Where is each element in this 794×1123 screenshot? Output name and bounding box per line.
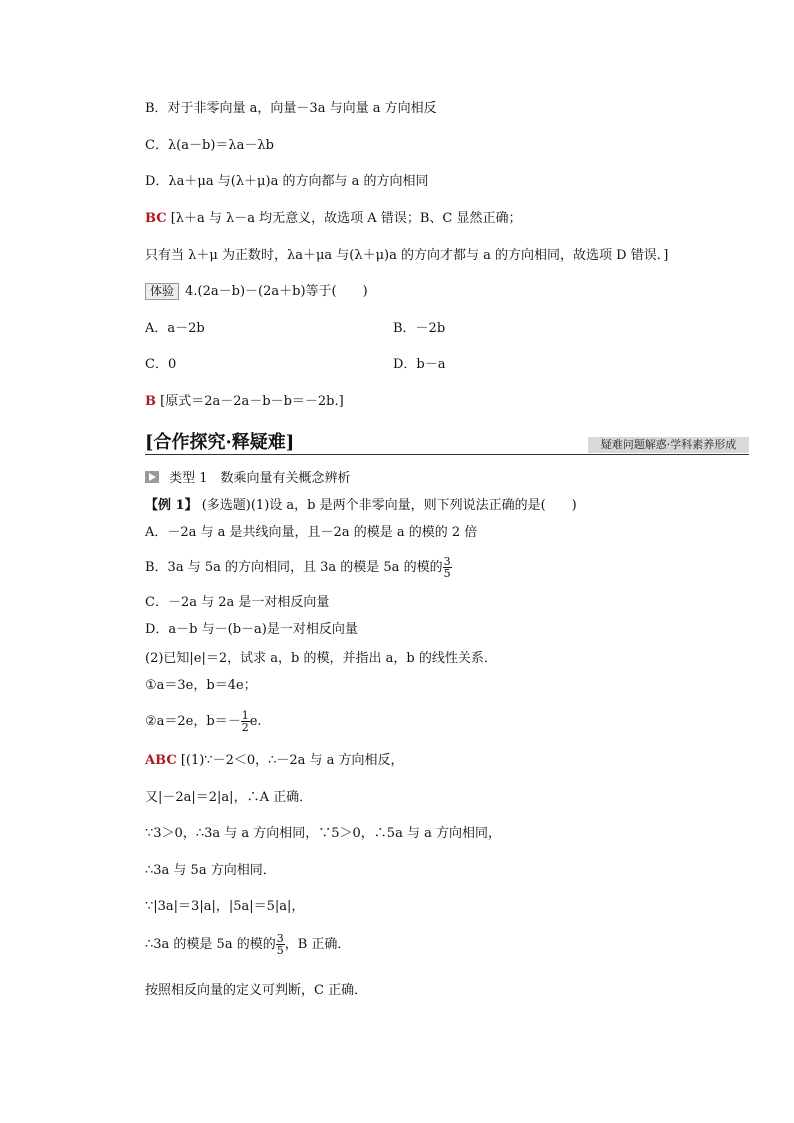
play-triangle-icon: [145, 471, 159, 483]
solution-line-1: [145, 752, 404, 770]
practice-option-d: D．b－a: [393, 357, 446, 372]
fraction-numerator: 3: [443, 555, 451, 568]
solution-line-7: 按照相反向量的定义可判断，C 正确．: [145, 983, 368, 998]
practice-option-c: C．0: [145, 357, 177, 372]
option-d-text: D．λa＋μa 与(λ＋μ)a 的方向都与 a 的方向相同: [145, 174, 429, 189]
example-question-text: (多选题)(1)设 a，b 是两个非零向量，则下列说法正确的是( ): [201, 498, 577, 513]
section-title: [合作探究·释疑难]: [145, 432, 295, 453]
example-option-d: D．a－b 与－(b－a)是一对相反向量: [145, 622, 358, 637]
example-question-2-part-2: [145, 710, 262, 733]
practice-option-b: B．－2b: [393, 321, 446, 336]
type-heading-text: 类型 1 数乘向量有关概念辨析: [169, 471, 351, 486]
practice-question: [145, 283, 368, 301]
fraction: [276, 933, 285, 956]
practice-option-a: A．a－2b: [145, 321, 205, 336]
fraction-numerator: 3: [276, 932, 284, 945]
fraction: [241, 710, 250, 733]
solution-text-6: ∴3a 的模是 5a 的模的: [145, 937, 276, 952]
example-option-b: [145, 556, 452, 579]
option-c-text: C．λ(a－b)＝λa－λb: [145, 138, 274, 153]
answer-label: BC: [145, 211, 167, 226]
practice-answer: [145, 393, 344, 411]
answer-explanation-2: 只有当 λ＋μ 为正数时，λa＋μa 与(λ＋μ)a 的方向才都与 a 的方向相同，故选项 D 错误．]: [145, 248, 669, 263]
practice-answer-text: [原式＝2a－2a－b－b＝－2b.]: [160, 394, 344, 409]
solution-text-1: [(1)∵－2＜0，∴－2a 与 a 方向相反，: [180, 753, 404, 768]
solution-line-4: ∴3a 与 5a 方向相同．: [145, 863, 276, 878]
section-divider: [145, 454, 749, 455]
example-option-a: A．－2a 与 a 是共线向量，且－2a 的模是 a 的模的 2 倍: [145, 525, 478, 540]
explanation-text: [λ＋a 与 λ－a 均无意义，故选项 A 错误；B、C 显然正确；: [170, 211, 522, 226]
solution-line-5: ∵|3a|＝3|a|，|5a|＝5|a|，: [145, 899, 305, 914]
example-label: 【例 1】: [145, 498, 198, 513]
practice-answer-label: B: [145, 394, 156, 409]
fraction-denominator: 2: [241, 721, 249, 734]
solution-line-6: [145, 933, 350, 956]
fraction-denominator: 5: [443, 567, 451, 580]
section-badge: 疑难问题解惑·学科素养形成: [588, 437, 749, 453]
solution-line-3: ∵3＞0，∴3a 与 a 方向相同，∵5＞0，∴5a 与 a 方向相同，: [145, 826, 501, 841]
example-question: [145, 497, 577, 515]
fraction-numerator: 1: [241, 709, 249, 722]
solution-tail-6: ，B 正确．: [284, 937, 351, 952]
practice-tag: 体验: [145, 283, 179, 300]
example-question-2-part-1: ①a＝3e，b＝4e；: [145, 678, 257, 693]
solution-label: ABC: [145, 753, 177, 768]
part-2-text: ②a＝2e，b＝－: [145, 714, 241, 729]
option-b-text: B．对于非零向量 a，向量－3a 与向量 a 方向相反: [145, 101, 437, 116]
example-option-b-text: B．3a 与 5a 的方向相同，且 3a 的模是 5a 的模的: [145, 560, 443, 575]
example-option-c: C．－2a 与 2a 是一对相反向量: [145, 595, 330, 610]
answer-explanation-1: [145, 210, 521, 228]
fraction-denominator: 5: [276, 944, 284, 957]
part-2-tail: e.: [249, 714, 262, 729]
fraction: [443, 556, 452, 579]
example-question-2: (2)已知|e|＝2，试求 a，b 的模，并指出 a，b 的线性关系．: [145, 651, 497, 666]
type-heading: [145, 470, 351, 488]
solution-line-2: 又|－2a|＝2|a|，∴A 正确．: [145, 790, 313, 805]
practice-question-text: 4.(2a－b)－(2a＋b)等于( ): [185, 284, 368, 299]
